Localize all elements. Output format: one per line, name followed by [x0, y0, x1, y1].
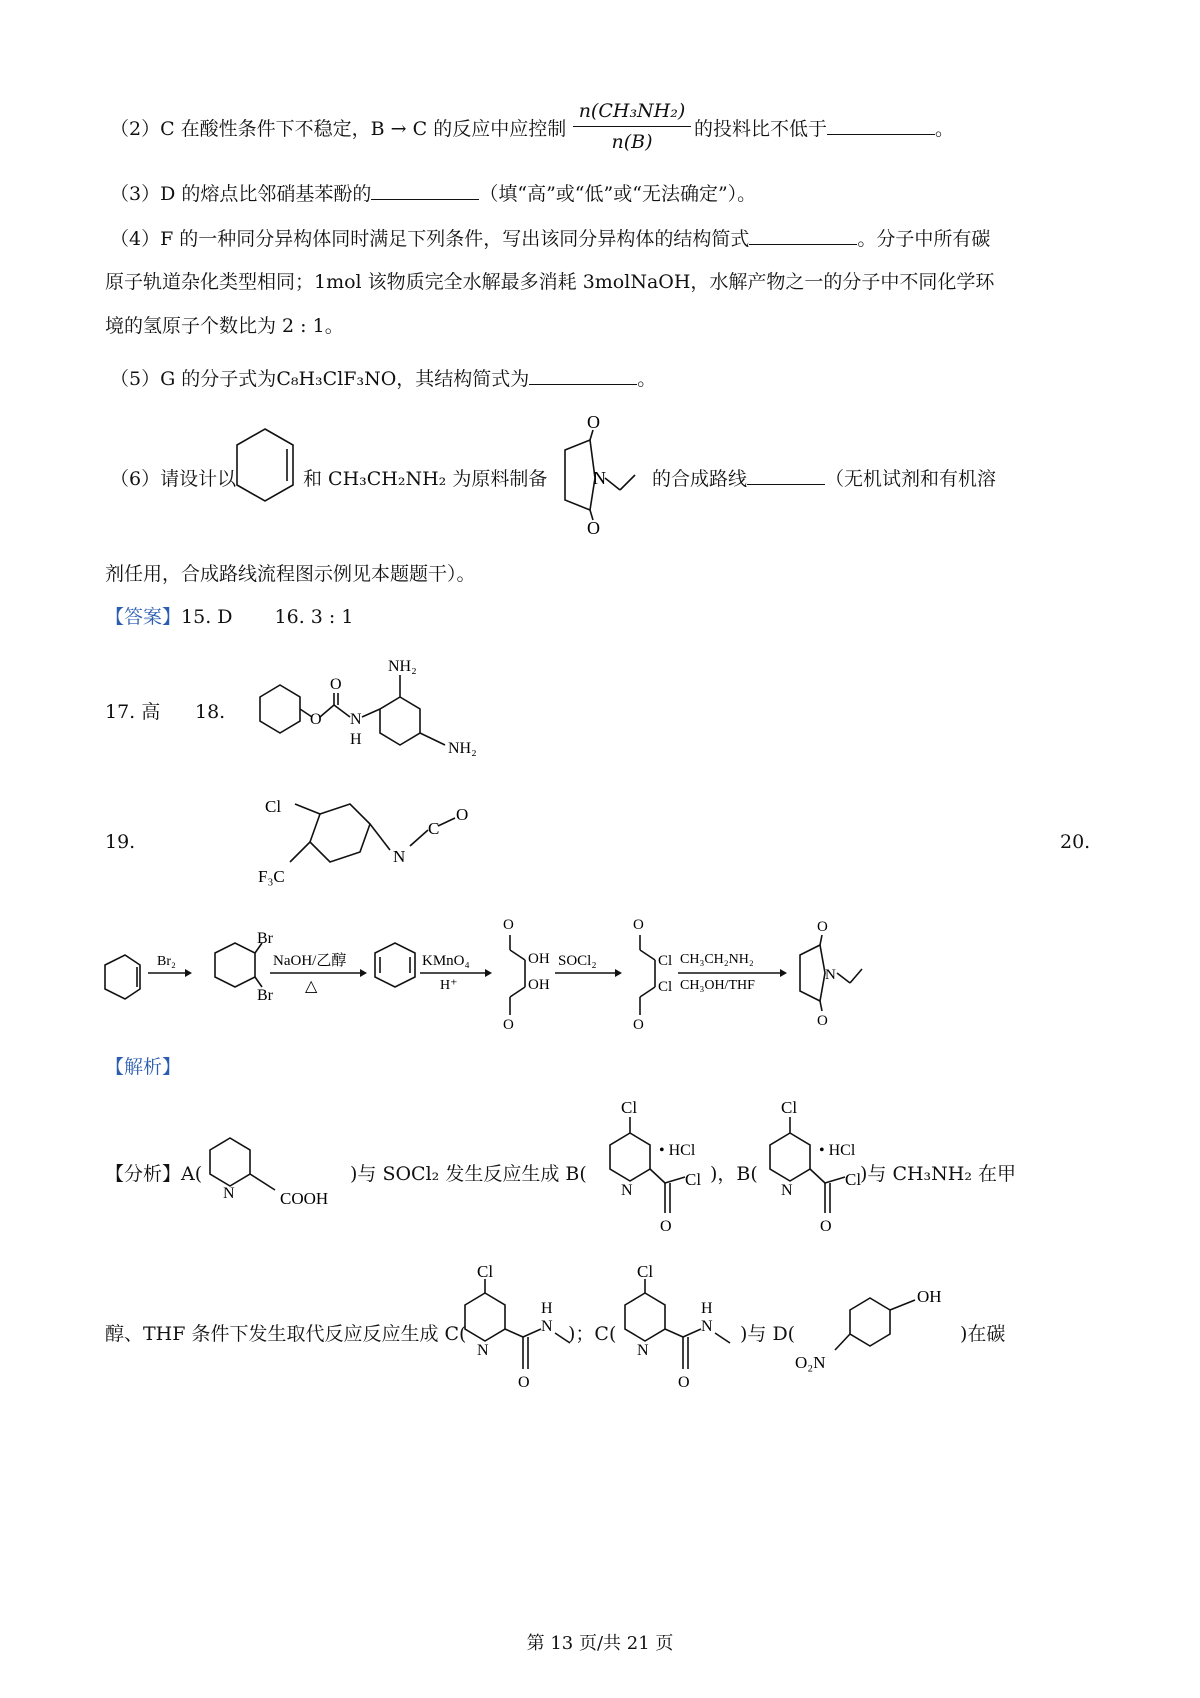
- answer-18-label: 18.: [195, 701, 226, 723]
- label-o: O: [503, 1017, 514, 1033]
- answer-17: 17. 高: [105, 701, 161, 723]
- compound-a-structure: [200, 1120, 350, 1215]
- analysis-d-close: )在碳: [960, 1323, 1006, 1345]
- answer-19-label: 19.: [105, 831, 136, 853]
- label-n: N: [541, 1318, 553, 1335]
- q6-suffix-row: [652, 465, 996, 493]
- answer-20-label: 20.: [1060, 831, 1091, 853]
- q6-line2: 剂任用，合成路线流程图示例见本题题干）。: [105, 563, 476, 585]
- label-o: O: [817, 919, 828, 935]
- label-cl: Cl: [845, 1170, 862, 1189]
- label-c: C: [428, 819, 440, 838]
- label-n: N: [825, 967, 836, 983]
- label-o: O: [310, 711, 322, 728]
- label-br: Br: [257, 987, 273, 1004]
- label-o: O: [518, 1374, 530, 1391]
- answer-row: [105, 603, 353, 631]
- answer-blank: [529, 384, 637, 385]
- cyclohexene-structure: [235, 425, 300, 520]
- synthesis-route: [100, 905, 1060, 1040]
- q3-text: [110, 180, 756, 208]
- answer-16: 16. 3 : 1: [274, 606, 354, 628]
- answer-15: 15. D: [181, 606, 233, 628]
- q4-line1-b: 。分子中所有碳: [857, 228, 991, 250]
- answer-tag: 【答案】: [105, 606, 182, 628]
- label-socl2: SOCl₂: [558, 953, 597, 969]
- q2-frac-den: n(B): [611, 131, 653, 153]
- analysis-c2-close: )与 D(: [740, 1323, 796, 1345]
- q3-suffix: （填“高”或“低”或“无法确定”）。: [479, 183, 757, 205]
- compound-c2-structure: [615, 1262, 745, 1405]
- label-br: Br: [257, 930, 273, 947]
- q4-line3: 境的氢原子个数比为 2 : 1。: [105, 315, 344, 337]
- q5-end: 。: [637, 368, 657, 390]
- label-n: N: [223, 1185, 235, 1202]
- label-o: O: [587, 412, 600, 432]
- q2-frac-num: n(CH₃NH₂): [578, 100, 686, 122]
- q5-prefix: （5）G 的分子式为: [110, 368, 277, 390]
- answer-blank: [371, 199, 479, 200]
- label-cl: Cl: [658, 979, 673, 995]
- q6-mid: 和 CH₃CH₂NH₂ 为原料制备: [303, 468, 548, 490]
- label-cl: Cl: [477, 1262, 494, 1281]
- label-h: H: [541, 1300, 553, 1317]
- analysis-b-close: )，B(: [710, 1163, 758, 1185]
- q2-end: 。: [935, 118, 955, 140]
- analysis-b2-close: )与 CH₃NH₂ 在甲: [860, 1163, 1017, 1185]
- label-n: N: [593, 468, 606, 488]
- label-kmno4: KMnO₄: [422, 953, 470, 969]
- q4-line1-a: （4）F 的一种同分异构体同时满足下列条件，写出该同分异构体的结构简式: [110, 228, 750, 250]
- q2-fraction: [573, 98, 691, 155]
- label-f3c: F₃C: [258, 867, 285, 886]
- label-cl: Cl: [265, 797, 282, 816]
- compound-b-structure: [585, 1095, 725, 1245]
- label-br2: Br₂: [157, 954, 176, 969]
- analysis-tag: 【分析】: [105, 1163, 182, 1185]
- label-oh: OH: [528, 977, 550, 993]
- q6-prefix: （6）请设计以: [110, 468, 237, 490]
- label-n: N: [393, 847, 406, 866]
- compound-c-structure: [455, 1262, 585, 1405]
- label-o: O: [587, 518, 600, 538]
- label-oh: OH: [917, 1287, 942, 1306]
- q2-suffix-row: [694, 115, 954, 143]
- label-nh2: NH₂: [448, 740, 477, 757]
- label-n: N: [637, 1342, 649, 1359]
- label-ch3oh-thf: CH₃OH/THF: [680, 978, 755, 993]
- answer-19-structure: [250, 790, 490, 895]
- label-o: O: [633, 917, 644, 933]
- label-cl: Cl: [781, 1098, 798, 1117]
- label-hplus: H⁺: [440, 978, 458, 993]
- label-cl: Cl: [685, 1170, 702, 1189]
- label-nh2: NH₂: [388, 658, 417, 675]
- label-o: O: [678, 1374, 690, 1391]
- succinimide-structure: [545, 412, 645, 538]
- label-o: O: [660, 1218, 672, 1235]
- label-o2n: O₂N: [795, 1353, 826, 1372]
- q3-prefix: （3）D 的熔点比邻硝基苯酚的: [110, 183, 372, 205]
- answer-blank: [747, 484, 825, 485]
- label-cooh: COOH: [280, 1189, 329, 1208]
- q5-text: [110, 365, 656, 393]
- q4-line2: 原子轨道杂化类型相同；1mol 该物质完全水解最多消耗 3molNaOH，水解产物之一的分子中不同化学环: [105, 271, 995, 293]
- q2-text: [110, 115, 566, 143]
- label-cl: Cl: [637, 1262, 654, 1281]
- label-n: N: [781, 1182, 793, 1199]
- q6-suffix: 的合成路线: [652, 468, 748, 490]
- q2-prefix: （2）C 在酸性条件下不稳定，B → C 的反应中应控制: [110, 118, 567, 140]
- label-n: N: [350, 711, 362, 728]
- answer-blank: [749, 244, 857, 245]
- analysis-c-close: )；C(: [568, 1323, 617, 1345]
- label-naoh: NaOH/乙醇: [273, 953, 347, 969]
- label-o: O: [330, 676, 342, 693]
- label-o: O: [820, 1218, 832, 1235]
- q4-line1: [110, 225, 990, 253]
- label-hcl: • HCl: [659, 1142, 696, 1159]
- q2-suffix: 的投料比不低于: [694, 118, 828, 140]
- label-h: H: [701, 1300, 713, 1317]
- label-o: O: [633, 1017, 644, 1033]
- frac-bar: [573, 126, 691, 127]
- label-ch3ch2nh2: CH₃CH₂NH₂: [680, 952, 754, 967]
- analysis-line1-start: [105, 1160, 202, 1188]
- label-oh: OH: [528, 951, 550, 967]
- label-n: N: [701, 1318, 713, 1335]
- analysis-a-close: )与 SOCl₂ 发生反应生成 B(: [350, 1163, 587, 1185]
- compound-d-structure: [795, 1280, 965, 1375]
- label-hcl: • HCl: [819, 1142, 856, 1159]
- jiexi-tag: 【解析】: [105, 1056, 182, 1078]
- label-n: N: [477, 1342, 489, 1359]
- label-delta: △: [305, 978, 318, 995]
- label-cl: Cl: [621, 1098, 638, 1117]
- label-h: H: [350, 731, 362, 748]
- label-o: O: [817, 1013, 828, 1029]
- label-cl: Cl: [658, 953, 673, 969]
- label-o: O: [456, 805, 469, 824]
- label-n: N: [621, 1182, 633, 1199]
- page-footer: 第 13 页/共 21 页: [526, 1633, 674, 1654]
- label-o: O: [503, 917, 514, 933]
- q6-tail: （无机试剂和有机溶: [825, 468, 997, 490]
- analysis-line2-a: 醇、THF 条件下发生取代反应反应生成 C(: [105, 1323, 467, 1345]
- analysis-a-open: A(: [181, 1163, 203, 1185]
- answer-blank: [827, 134, 935, 135]
- q5-suffix: ，其结构简式为: [396, 368, 530, 390]
- q5-formula: C₈H₃ClF₃NO: [276, 368, 397, 390]
- answer-18-structure: [230, 645, 500, 770]
